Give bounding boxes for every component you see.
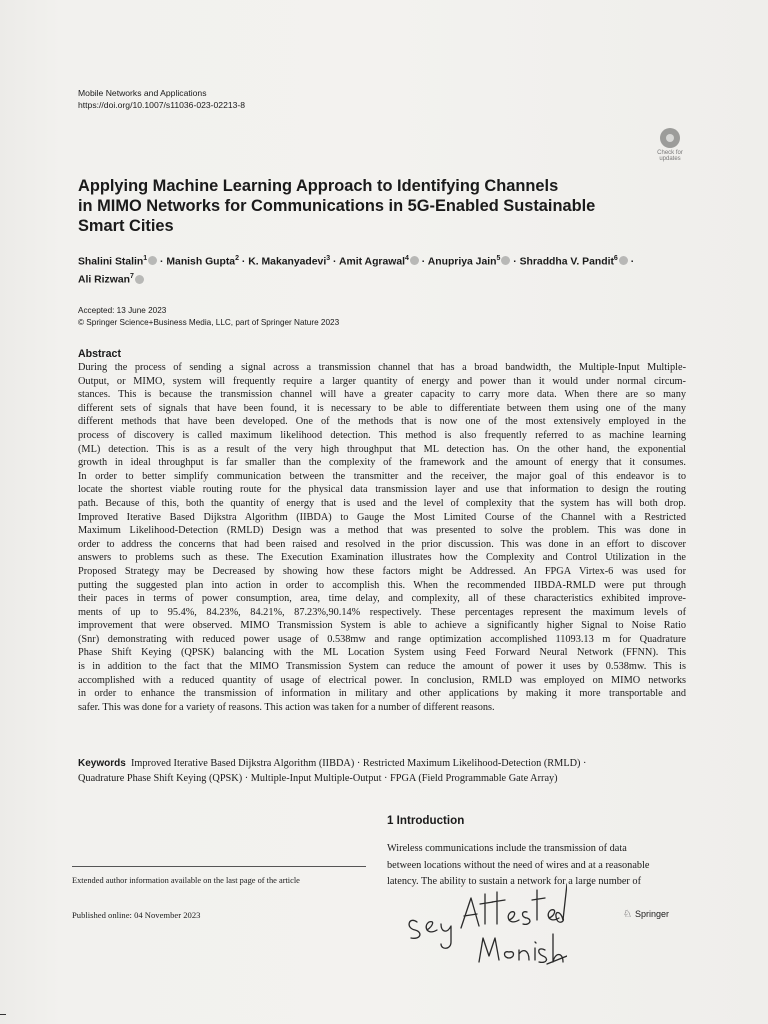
keywords-label: Keywords xyxy=(78,758,126,769)
keywords-block xyxy=(78,757,686,786)
copyright-notice: © Springer Science+Business Media, LLC, part of Springer Nature 2023 xyxy=(78,317,340,327)
paper-title xyxy=(78,176,638,236)
author-affiliation: 7 xyxy=(129,273,134,281)
check-for-updates-badge[interactable] xyxy=(652,128,688,162)
abstract-line: putting the suggested plan into action in order to accomplish this. When the recommended IIBDA-RMLD were put through xyxy=(78,579,686,591)
abstract-line: growth in ideal throughput is far smaller than the complexity of the framework and the amount of energy that it consumes. xyxy=(78,457,686,469)
orcid-icon[interactable] xyxy=(148,256,157,265)
orcid-icon[interactable] xyxy=(619,256,628,265)
handwritten-signature xyxy=(397,880,567,965)
abstract-line: Proposed Strategy may be Decreased by showing how these factors might be Addressed. An FPGA Virtex-6 was used for xyxy=(78,565,686,577)
scan-edge-mark xyxy=(0,1014,6,1015)
check-updates-icon xyxy=(660,128,680,148)
authors-line-2 xyxy=(78,269,678,287)
abstract-line: locate the shortest viable routing route for the physical data transmission layer and use that information to design the routing xyxy=(78,484,686,496)
abstract-heading: Abstract xyxy=(78,348,121,360)
publication-info xyxy=(78,305,339,328)
abstract-line: process of discovery is called maximum likelihood detection. This method is also frequently referred to as machine learning xyxy=(78,429,686,441)
title-line: in MIMO Networks for Communications in 5G-Enabled Sustainable xyxy=(78,197,596,215)
abstract-line: Phase Shift Keying (QPSK) balancing with the ML Location System using Feed Forward Neural Network (FFNN). This xyxy=(78,647,686,659)
abstract-line: different sets of signals that have been found, it is necessary to be able to differentiate between them using one of the many xyxy=(78,402,686,414)
abstract-line: Maximum Likelihood-Detection (RMLD) Design was a method that was presented to solve the problem. This was done in xyxy=(78,525,686,537)
author-name: K. Makanyadevi xyxy=(248,256,327,268)
author-name: Manish Gupta xyxy=(166,256,236,268)
publisher-logo xyxy=(623,909,669,920)
title-line: Applying Machine Learning Approach to Identifying Channels xyxy=(78,177,559,195)
footnote-rule xyxy=(72,866,366,867)
accepted-date: Accepted: 13 June 2023 xyxy=(78,306,167,315)
author-name: Amit Agrawal xyxy=(338,256,405,268)
keywords-text: Improved Iterative Based Dijkstra Algorithm (IIBDA) · Restricted Maximum Likelihood-Detection (RMLD) · xyxy=(130,758,587,769)
abstract-line: different methods that have been developed. One of the methods that is now one of the most extensively employed in the xyxy=(78,416,686,428)
check-updates-label: Check for updates xyxy=(657,150,683,162)
author-name: Shalini Stalin xyxy=(78,256,144,268)
authors-line-1: Shalini Stalin$^1$ · Manish Gupta$^2$ · K. Makanyadevi$^3$ · Amit Agrawal$^4$ · Anupriya Jain$^5$ · Shraddha V. Pandit$^6$ · xyxy=(78,255,635,268)
intro-line: latency. The ability to sustain a network for a large number of xyxy=(387,876,642,888)
doi-link[interactable]: https://doi.org/10.1007/s11036-023-02213-8 xyxy=(78,100,246,110)
abstract-line: Improved Iterative Based Dijkstra Algorithm (IIBDA) to Gauge the Most Limited Course of the Channel with a Restricted xyxy=(78,511,686,523)
footnote: Extended author information available on the last page of the article xyxy=(72,876,300,885)
author-affiliation: 6 xyxy=(613,255,618,262)
keywords-line: Quadrature Phase Shift Keying (QPSK) · Multiple-Input Multiple-Output · FPGA (Field Programmable Gate Array) xyxy=(78,772,558,784)
title-line: Smart Cities xyxy=(78,217,174,235)
author-affiliation: 1 xyxy=(143,255,148,262)
abstract-line: is in addition to the fact that the MIMO Transmission System can reduce the amount of power it uses by 0.538mw. This is xyxy=(78,661,686,673)
abstract-line: answers to problems such as these. The Execution Examination illustrates how the Complexity and Control Utilization in the xyxy=(78,552,686,564)
keywords-line xyxy=(78,757,686,772)
abstract-line: (Snr) demonstrating with reduced power usage of 0.538mw and range optimization accomplished 11093.13 m for Quadrature xyxy=(78,633,686,645)
journal-header xyxy=(78,87,245,111)
abstract-line: In order to better simplify communication between the transmitter and the receiver, the major goal of this endeavor is to xyxy=(78,470,686,482)
abstract-line: order to address the concerns that had been raised and resolved in the prior discussion. This was done in an effort to discover xyxy=(78,538,686,550)
author-name: Ali Rizwan xyxy=(78,274,130,286)
author-affiliation: 2 xyxy=(235,255,239,262)
abstract-line: During the process of sending a signal across a transmission channel that has a broad bandwidth, the Multiple-Input Multiple- xyxy=(78,362,686,373)
abstract-line: accomplished with a reduced quantity of usage of electrical power. In conclusion, RMLD was employed on MIMO networks xyxy=(78,674,686,686)
orcid-icon[interactable] xyxy=(501,256,510,265)
abstract-body xyxy=(78,361,686,714)
abstract-line: path. Because of this, both the quantity of energy that is used and the level of complexity that the system has will both drop. xyxy=(78,497,686,509)
abstract-line: safer. This was done for a variety of reasons. This action was taken for a number of different reasons. xyxy=(78,701,495,713)
abstract-line: in order to enhance the transmission of information in military and other applications by making it more transportable and xyxy=(78,688,686,700)
orcid-icon[interactable] xyxy=(410,256,419,265)
author-name: Shraddha V. Pandit xyxy=(519,256,614,268)
intro-line: between locations without the need of wires and at a reasonable xyxy=(387,859,650,871)
orcid-icon[interactable] xyxy=(135,275,144,284)
journal-name: Mobile Networks and Applications xyxy=(78,88,207,98)
abstract-line: stances. This is because the transmission channel will have a greater capacity to carry more data. When there are so many xyxy=(78,389,686,401)
abstract-line: Output, or MIMO, system will frequently require a larger quantity of energy and power than it would under normal circum- xyxy=(78,375,686,387)
abstract-line: their paces in terms of power consumption, area, time delay, and complexity, all of these characteristics exhibited improve- xyxy=(78,593,686,605)
published-online-date: Published online: 04 November 2023 xyxy=(72,910,201,920)
author-list xyxy=(78,251,678,288)
author-affiliation: 3 xyxy=(326,255,331,262)
author-affiliation: 5 xyxy=(496,255,501,262)
abstract-line: (ML) detection. This is as a result of the very high throughput that ML detection has. On the other hand, the exponential xyxy=(78,443,686,455)
abstract-line: improvement that were observed. MIMO Transmission System is able to achieve a significantly higher Signal to Noise Ratio xyxy=(78,620,686,632)
author-affiliation: 4 xyxy=(404,255,409,262)
section-heading-introduction: 1 Introduction xyxy=(387,814,465,827)
intro-line: Wireless communications include the transmission of data xyxy=(387,843,627,854)
publisher-name: Springer xyxy=(634,909,669,919)
abstract-line: ments of up to 95.4%, 84.23%, 84.21%, 87.23%,90.14% respectively. These percentages represent the maximum levels of xyxy=(78,606,686,618)
author-name: Anupriya Jain xyxy=(427,256,497,268)
springer-horse-icon: ♘ xyxy=(623,909,632,920)
